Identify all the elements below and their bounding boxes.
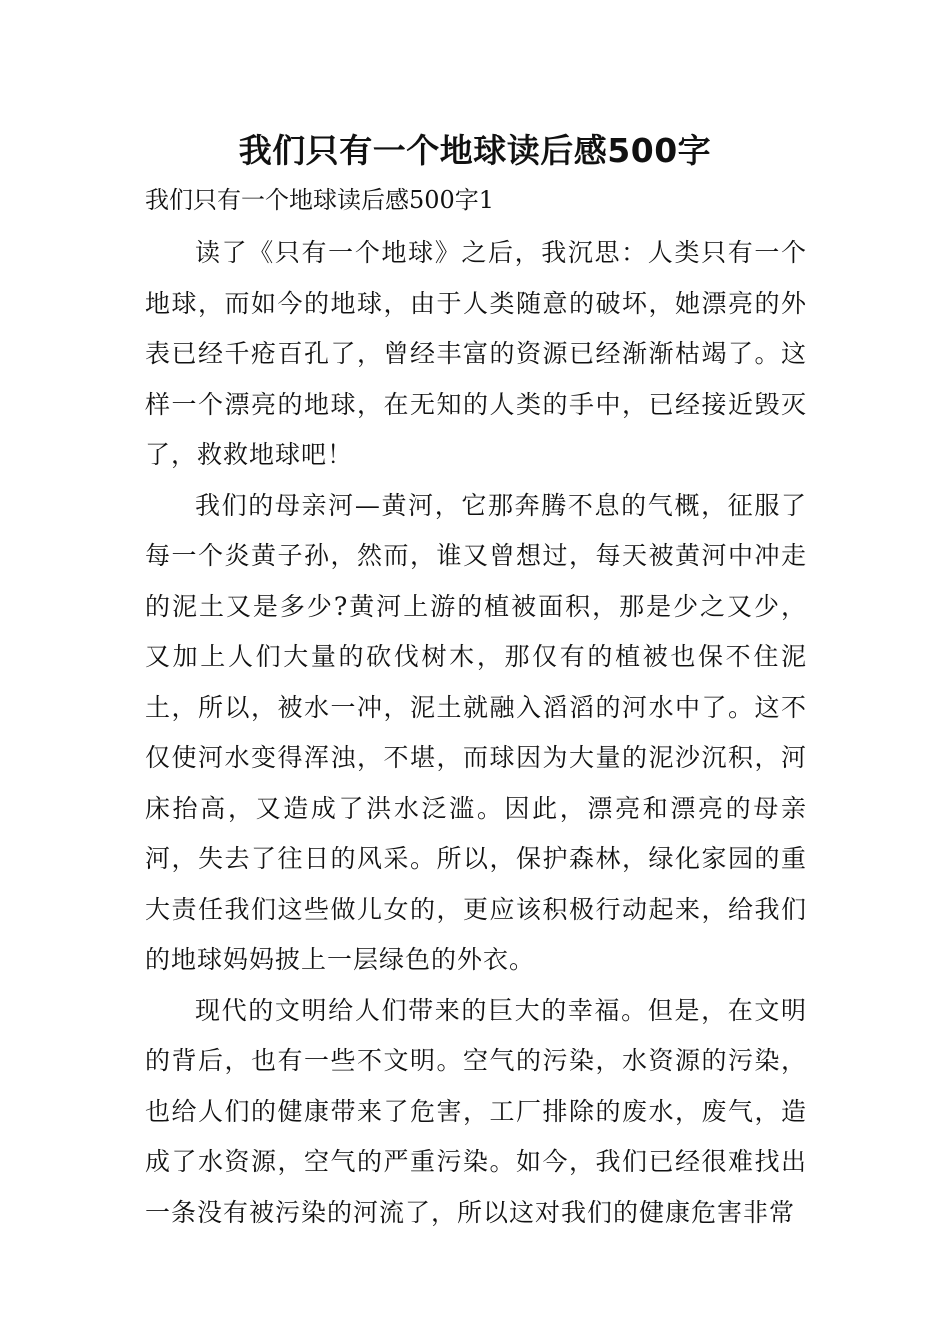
document-title: 我们只有一个地球读后感500字 [238, 131, 712, 170]
document-body [145, 228, 807, 1238]
paragraph-3: 现代的文明给人们带来的巨大的幸福。但是，在文明的背后，也有一些不文明。空气的污染，水资源的污染，也给人们的健康带来了危害，工厂排除的废水，废气，造成了水资源，空气的严重污染。如今，我们已经很难找出一条没有被污染的河流了，所以这对我们的健康危害非常 [145, 995, 807, 1227]
paragraph-1: 读了《只有一个地球》之后，我沉思：人类只有一个地球，而如今的地球，由于人类随意的破坏，她漂亮的外表已经千疮百孔了，曾经丰富的资源已经渐渐枯竭了。这样一个漂亮的地球，在无知的人类的手中，已经接近毁灭了，救救地球吧！ [145, 238, 807, 469]
document-subtitle: 我们只有一个地球读后感500字1 [145, 186, 495, 214]
paragraph-2: 我们的母亲河—黄河，它那奔腾不息的气概，征服了每一个炎黄子孙，然而，谁又曾想过，每天被黄河中冲走的泥土又是多少?黄河上游的植被面积，那是少之又少，又加上人们大量的砍伐树木，那仅有的植被也保不住泥土，所以，被水一冲，泥土就融入滔滔的河水中了。这不仅使河水变得浑浊，不堪，而球因为大量的泥沙沉积，河床抬高，又造成了洪水泛滥。因此，漂亮和漂亮的母亲河，失去了往日的风采。所以，保护森林，绿化家园的重大责任我们这些做儿女的，更应该积极行动起来，给我们的地球妈妈披上一层绿色的外衣。 [145, 490, 807, 974]
